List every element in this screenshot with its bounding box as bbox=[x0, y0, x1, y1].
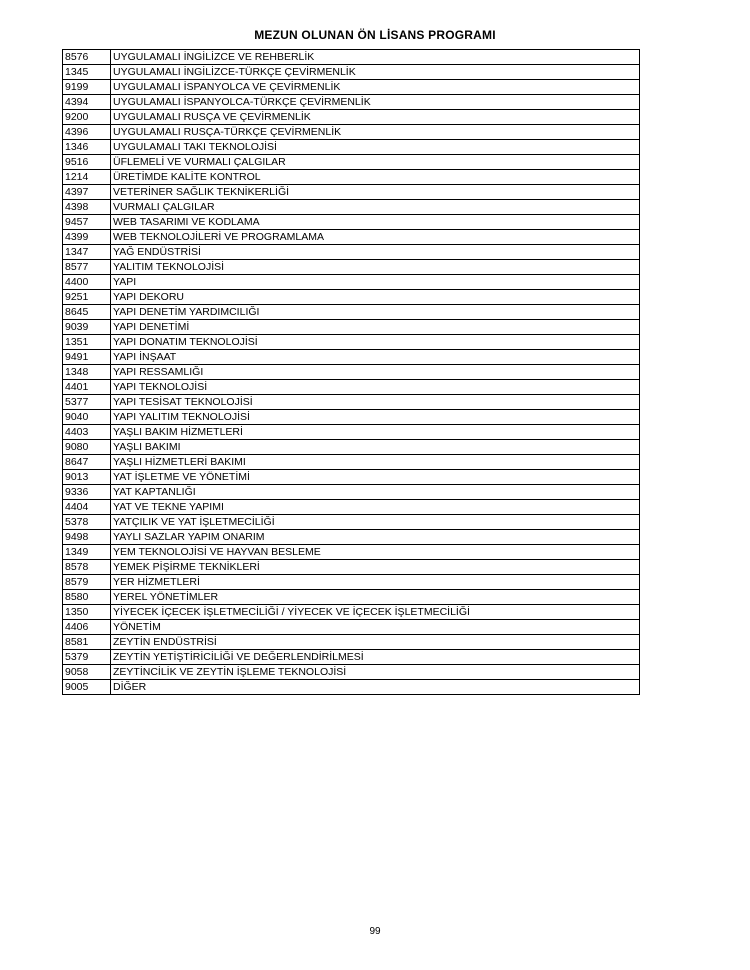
table-row bbox=[63, 155, 640, 170]
program-name-cell: YAĞ ENDÜSTRİSİ bbox=[111, 245, 640, 260]
page-number: 99 bbox=[369, 926, 381, 937]
program-code-cell: 4397 bbox=[63, 185, 111, 200]
program-name-cell: YAPI DEKORU bbox=[111, 290, 640, 305]
program-name-cell: UYGULAMALI RUSÇA VE ÇEVİRMENLİK bbox=[111, 110, 640, 125]
program-name-cell: YER HİZMETLERİ bbox=[111, 575, 640, 590]
table-row bbox=[63, 515, 640, 530]
program-name-cell: UYGULAMALI İNGİLİZCE VE REHBERLİK bbox=[111, 50, 640, 65]
program-code-cell: 1347 bbox=[63, 245, 111, 260]
program-code-cell: 9491 bbox=[63, 350, 111, 365]
table-row bbox=[63, 125, 640, 140]
table-row bbox=[63, 350, 640, 365]
program-code-cell: 5377 bbox=[63, 395, 111, 410]
program-name-cell: YAPI DONATIM TEKNOLOJİSİ bbox=[111, 335, 640, 350]
program-code-cell: 9040 bbox=[63, 410, 111, 425]
program-code-cell: 1351 bbox=[63, 335, 111, 350]
table-row bbox=[63, 395, 640, 410]
program-code-cell: 4396 bbox=[63, 125, 111, 140]
program-code-cell: 9058 bbox=[63, 665, 111, 680]
program-code-cell: 1214 bbox=[63, 170, 111, 185]
program-name-cell: YAŞLI HİZMETLERİ BAKIMI bbox=[111, 455, 640, 470]
program-code-cell: 4401 bbox=[63, 380, 111, 395]
program-code-cell: 5379 bbox=[63, 650, 111, 665]
table-row bbox=[63, 650, 640, 665]
program-name-cell: UYGULAMALI İNGİLİZCE-TÜRKÇE ÇEVİRMENLİK bbox=[111, 65, 640, 80]
program-name-cell: YEMEK PİŞİRME TEKNİKLERİ bbox=[111, 560, 640, 575]
table-row bbox=[63, 635, 640, 650]
program-name-cell: VETERİNER SAĞLIK TEKNİKERLİĞİ bbox=[111, 185, 640, 200]
program-name-cell: ZEYTİN YETİŞTİRİCİLİĞİ VE DEĞERLENDİRİLMESİ bbox=[111, 650, 640, 665]
table-row bbox=[63, 545, 640, 560]
program-code-cell: 8580 bbox=[63, 590, 111, 605]
program-code-cell: 9200 bbox=[63, 110, 111, 125]
program-name-cell: YAPI TESİSAT TEKNOLOJİSİ bbox=[111, 395, 640, 410]
program-name-cell: UYGULAMALI İSPANYOLCA VE ÇEVİRMENLİK bbox=[111, 80, 640, 95]
table-row bbox=[63, 245, 640, 260]
table-row bbox=[63, 230, 640, 245]
program-name-cell: YAPI YALITIM TEKNOLOJİSİ bbox=[111, 410, 640, 425]
table-row bbox=[63, 185, 640, 200]
table-row bbox=[63, 215, 640, 230]
program-name-cell: YAPI TEKNOLOJİSİ bbox=[111, 380, 640, 395]
table-row bbox=[63, 275, 640, 290]
program-name-cell: YAYLI SAZLAR YAPIM ONARIM bbox=[111, 530, 640, 545]
program-name-cell: YAPI İNŞAAT bbox=[111, 350, 640, 365]
program-code-cell: 9013 bbox=[63, 470, 111, 485]
table-row bbox=[63, 65, 640, 80]
table-row bbox=[63, 575, 640, 590]
program-code-cell: 8647 bbox=[63, 455, 111, 470]
table-row bbox=[63, 590, 640, 605]
program-code-cell: 9457 bbox=[63, 215, 111, 230]
program-name-cell: YATÇILIK VE YAT İŞLETMECİLİĞİ bbox=[111, 515, 640, 530]
table-row bbox=[63, 260, 640, 275]
program-code-cell: 8645 bbox=[63, 305, 111, 320]
program-name-cell: YAT KAPTANLIĞI bbox=[111, 485, 640, 500]
program-code-cell: 8579 bbox=[63, 575, 111, 590]
table-row bbox=[63, 365, 640, 380]
table-row bbox=[63, 305, 640, 320]
program-name-cell: UYGULAMALI TAKI TEKNOLOJİSİ bbox=[111, 140, 640, 155]
program-code-cell: 1345 bbox=[63, 65, 111, 80]
table-row bbox=[63, 455, 640, 470]
program-code-cell: 4404 bbox=[63, 500, 111, 515]
table-row bbox=[63, 500, 640, 515]
program-name-cell: YAŞLI BAKIMI bbox=[111, 440, 640, 455]
program-code-cell: 5378 bbox=[63, 515, 111, 530]
program-name-cell: WEB TEKNOLOJİLERİ VE PROGRAMLAMA bbox=[111, 230, 640, 245]
program-name-cell: YAT İŞLETME VE YÖNETİMİ bbox=[111, 470, 640, 485]
table-row bbox=[63, 410, 640, 425]
program-name-cell: YAPI DENETİM YARDIMCILIĞI bbox=[111, 305, 640, 320]
table-row bbox=[63, 605, 640, 620]
program-code-cell: 8578 bbox=[63, 560, 111, 575]
program-name-cell: YAŞLI BAKIM HİZMETLERİ bbox=[111, 425, 640, 440]
table-row bbox=[63, 80, 640, 95]
program-code-cell: 4406 bbox=[63, 620, 111, 635]
table-row bbox=[63, 110, 640, 125]
program-table-body bbox=[63, 50, 640, 695]
program-name-cell: YEM TEKNOLOJİSİ VE HAYVAN BESLEME bbox=[111, 545, 640, 560]
program-name-cell: UYGULAMALI RUSÇA-TÜRKÇE ÇEVİRMENLİK bbox=[111, 125, 640, 140]
program-code-cell: 8581 bbox=[63, 635, 111, 650]
table-row bbox=[63, 560, 640, 575]
table-row bbox=[63, 680, 640, 695]
program-name-cell: VURMALI ÇALGILAR bbox=[111, 200, 640, 215]
program-code-cell: 1346 bbox=[63, 140, 111, 155]
program-code-cell: 1348 bbox=[63, 365, 111, 380]
program-code-cell: 8577 bbox=[63, 260, 111, 275]
program-name-cell: ÜFLEMELİ VE VURMALI ÇALGILAR bbox=[111, 155, 640, 170]
table-row bbox=[63, 620, 640, 635]
program-name-cell: YÖNETİM bbox=[111, 620, 640, 635]
program-name-cell: WEB TASARIMI VE KODLAMA bbox=[111, 215, 640, 230]
table-row bbox=[63, 530, 640, 545]
table-row bbox=[63, 170, 640, 185]
table-row bbox=[63, 50, 640, 65]
program-code-cell: 4399 bbox=[63, 230, 111, 245]
table-row bbox=[63, 95, 640, 110]
program-name-cell: YAPI RESSAMLIĞI bbox=[111, 365, 640, 380]
program-code-cell: 9080 bbox=[63, 440, 111, 455]
program-name-cell: YEREL YÖNETİMLER bbox=[111, 590, 640, 605]
table-row bbox=[63, 485, 640, 500]
program-code-cell: 4403 bbox=[63, 425, 111, 440]
program-name-cell: YAPI DENETİMİ bbox=[111, 320, 640, 335]
program-name-cell: YAT VE TEKNE YAPIMI bbox=[111, 500, 640, 515]
program-code-cell: 9498 bbox=[63, 530, 111, 545]
program-code-cell: 9251 bbox=[63, 290, 111, 305]
program-name-cell: UYGULAMALI İSPANYOLCA-TÜRKÇE ÇEVİRMENLİK bbox=[111, 95, 640, 110]
program-code-cell: 8576 bbox=[63, 50, 111, 65]
table-row bbox=[63, 200, 640, 215]
program-code-cell: 1349 bbox=[63, 545, 111, 560]
program-code-cell: 4394 bbox=[63, 95, 111, 110]
table-row bbox=[63, 440, 640, 455]
program-code-cell: 9005 bbox=[63, 680, 111, 695]
program-name-cell: ZEYTİN ENDÜSTRİSİ bbox=[111, 635, 640, 650]
program-code-cell: 1350 bbox=[63, 605, 111, 620]
table-row bbox=[63, 290, 640, 305]
table-row bbox=[63, 140, 640, 155]
table-row bbox=[63, 335, 640, 350]
program-name-cell: ÜRETİMDE KALİTE KONTROL bbox=[111, 170, 640, 185]
program-name-cell: DİĞER bbox=[111, 680, 640, 695]
table-row bbox=[63, 665, 640, 680]
program-name-cell: YAPI bbox=[111, 275, 640, 290]
page-title: MEZUN OLUNAN ÖN LİSANS PROGRAMI bbox=[254, 28, 496, 42]
program-name-cell: YİYECEK İÇECEK İŞLETMECİLİĞİ / YİYECEK VE İÇECEK İŞLETMECİLİĞİ bbox=[111, 605, 640, 620]
table-row bbox=[63, 470, 640, 485]
program-name-cell: ZEYTİNCİLİK VE ZEYTİN İŞLEME TEKNOLOJİSİ bbox=[111, 665, 640, 680]
program-code-cell: 4398 bbox=[63, 200, 111, 215]
program-code-cell: 9039 bbox=[63, 320, 111, 335]
program-code-cell: 9516 bbox=[63, 155, 111, 170]
program-code-cell: 4400 bbox=[63, 275, 111, 290]
program-code-cell: 9199 bbox=[63, 80, 111, 95]
program-code-cell: 9336 bbox=[63, 485, 111, 500]
table-row bbox=[63, 320, 640, 335]
table-row bbox=[63, 380, 640, 395]
table-row bbox=[63, 425, 640, 440]
program-name-cell: YALITIM TEKNOLOJİSİ bbox=[111, 260, 640, 275]
program-table bbox=[62, 49, 640, 695]
